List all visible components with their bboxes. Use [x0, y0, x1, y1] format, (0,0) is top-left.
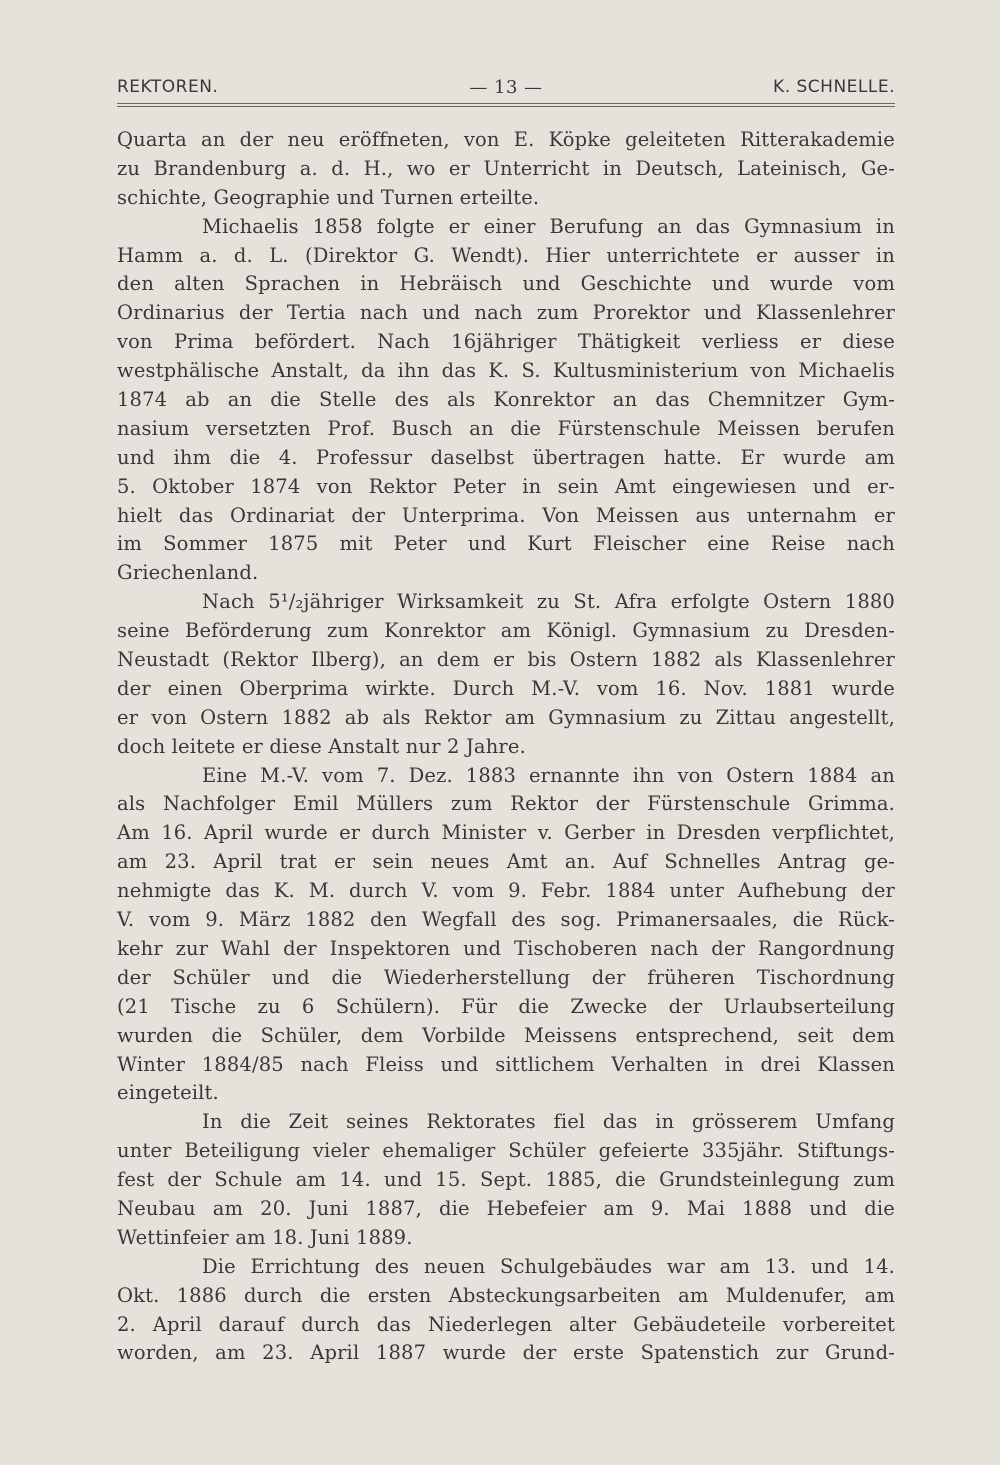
text-line: Wettinfeier am 18. Juni 1889.	[117, 1225, 413, 1249]
text-line: Neubau am 20. Juni 1887, die Hebefeier am 9. Mai 1888 und die	[117, 1196, 895, 1220]
text-line: worden, am 23. April 1887 wurde der erste Spatenstich zur Grund-	[117, 1341, 895, 1365]
text-line: Am 16. April wurde er durch Minister v. Gerber in Dresden verpflichtet,	[117, 821, 895, 845]
header-person-name: K. SCHNELLE.	[773, 77, 895, 97]
text-line: Quarta an der neu eröffneten, von E. Köpke geleiteten Ritterakademie	[117, 128, 895, 151]
text-line: am 23. April trat er sein neues Amt an. Auf Schnelles Antrag ge-	[117, 850, 895, 874]
text-line: fest der Schule am 14. und 15. Sept. 1885, die Grundsteinlegung zum	[117, 1168, 895, 1192]
text-line: seine Beförderung zum Konrektor am Königl. Gymnasium zu Dresden-	[117, 619, 895, 643]
text-line: Hamm a. d. L. (Direktor G. Wendt). Hier unterrichtete er ausser in	[117, 243, 895, 267]
text-line: doch leitete er diese Anstalt nur 2 Jahre.	[117, 734, 526, 758]
text-line: wurden die Schüler, dem Vorbilde Meissens entsprechend, seit dem	[117, 1023, 895, 1047]
text-line: hielt das Ordinariat der Unterprima. Von Meissen aus unternahm er	[117, 503, 895, 527]
text-line: als Nachfolger Emil Müllers zum Rektor der Fürstenschule Grimma.	[117, 792, 895, 816]
text-line: er von Ostern 1882 ab als Rektor am Gymnasium zu Zittau angestellt,	[117, 705, 895, 729]
text-line: von Prima befördert. Nach 16jähriger Thätigkeit verliess er diese	[117, 330, 895, 354]
text-line: der einen Oberprima wirkte. Durch M.-V. vom 16. Nov. 1881 wurde	[117, 676, 895, 700]
text-line: im Sommer 1875 mit Peter und Kurt Fleischer eine Reise nach	[117, 532, 895, 556]
text-line: Griechenland.	[117, 561, 259, 585]
page-body-text	[117, 126, 895, 1368]
text-line: Eine M.-V. vom 7. Dez. 1883 ernannte ihn von Ostern 1884 an	[202, 763, 895, 787]
text-line: 5. Oktober 1874 von Rektor Peter in sein Amt eingewiesen und er-	[117, 474, 895, 498]
text-line: Ordinarius der Tertia nach und nach zum Prorektor und Klassenlehrer	[117, 301, 895, 325]
text-line: nasium versetzten Prof. Busch an die Fürstenschule Meissen berufen	[117, 416, 895, 440]
text-line: westphälische Anstalt, da ihn das K. S. Kultusministerium von Michaelis	[117, 359, 895, 383]
text-line: Die Errichtung des neuen Schulgebäudes war am 13. und 14.	[202, 1254, 895, 1278]
running-header	[117, 77, 895, 103]
text-line: den alten Sprachen in Hebräisch und Geschichte und wurde vom	[117, 272, 895, 296]
text-line: 2. April darauf durch das Niederlegen alter Gebäudeteile vorbereitet	[117, 1312, 895, 1336]
header-section-title: REKTOREN.	[117, 77, 219, 97]
page-number: — 13 —	[469, 77, 543, 98]
text-line: Winter 1884/85 nach Fleiss und sittlichem Verhalten in drei Klassen	[117, 1052, 895, 1076]
text-line: V. vom 9. März 1882 den Wegfall des sog. Primanersaales, die Rück-	[117, 908, 895, 932]
text-line: kehr zur Wahl der Inspektoren und Tischoberen nach der Rangordnung	[117, 936, 895, 960]
header-double-rule	[117, 103, 895, 107]
text-line: nehmigte das K. M. durch V. vom 9. Febr. 1884 unter Aufhebung der	[117, 879, 895, 903]
text-line: Neustadt (Rektor Ilberg), an dem er bis Ostern 1882 als Klassenlehrer	[117, 648, 895, 672]
text-line: Okt. 1886 durch die ersten Absteckungsarbeiten am Muldenufer, am	[117, 1283, 895, 1307]
text-line: eingeteilt.	[117, 1081, 219, 1105]
text-line: 1874 ab an die Stelle des als Konrektor an das Chemnitzer Gym-	[117, 388, 895, 412]
text-line: schichte, Geographie und Turnen erteilte.	[117, 185, 540, 209]
text-line: Nach 5¹/₂jähriger Wirksamkeit zu St. Afra erfolgte Ostern 1880	[202, 590, 895, 614]
text-line: Michaelis 1858 folgte er einer Berufung an das Gymnasium in	[202, 214, 895, 238]
text-line: und ihm die 4. Professur daselbst übertragen hatte. Er wurde am	[117, 445, 895, 469]
text-line: unter Beteiligung vieler ehemaliger Schüler gefeierte 335jähr. Stiftungs-	[117, 1139, 895, 1163]
text-line: (21 Tische zu 6 Schülern). Für die Zwecke der Urlaubserteilung	[117, 994, 895, 1018]
text-line: zu Brandenburg a. d. H., wo er Unterricht in Deutsch, Lateinisch, Ge-	[117, 156, 895, 180]
text-line: der Schüler und die Wiederherstellung der früheren Tischordnung	[117, 965, 895, 989]
text-line: In die Zeit seines Rektorates fiel das in grösserem Umfang	[202, 1110, 895, 1134]
